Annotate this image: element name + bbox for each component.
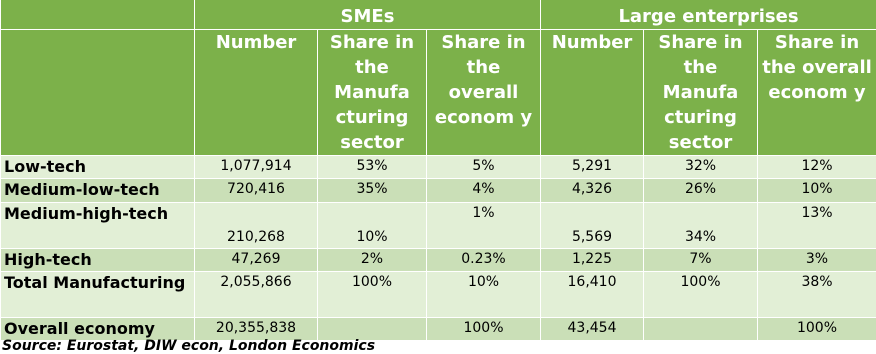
row-label: Total Manufacturing [1,272,195,318]
table-cell: 720,416 [195,179,318,203]
table-cell: 0.23% [427,249,541,272]
table-cell: 53% [318,156,427,179]
table-cell: 100% [318,272,427,318]
col-header-large-share-economy: Share in the overall econom y [758,30,876,156]
table-cell: 2,055,866 [195,272,318,318]
table-cell: 12% [758,156,876,179]
group-header-row [1,0,876,30]
table-cell: 47,269 [195,249,318,272]
group-header-smes: SMEs [195,0,541,30]
table-cell: 38% [758,272,876,318]
table-cell: 35% [318,179,427,203]
table-cell: 2% [318,249,427,272]
table-cell: 100% [427,318,541,341]
table-row-low-tech [1,156,876,179]
source-note: Source: Eurostat, DIW econ, London Economics [2,338,375,354]
col-header-sme-number: Number [195,30,318,156]
row-label: High-tech [1,249,195,272]
table-cell: 20,355,838 [195,318,318,341]
table-row-high-tech [1,249,876,272]
table-cell: 100% [644,272,758,318]
row-label: Low-tech [1,156,195,179]
table-cell: 3% [758,249,876,272]
table-cell: 16,410 [541,272,644,318]
table-cell: 1% [427,203,541,249]
table-cell: 43,454 [541,318,644,341]
table-cell: 5,291 [541,156,644,179]
table-cell: 100% [758,318,876,341]
table-row-medium-low-tech [1,179,876,203]
table-cell: 10% [427,272,541,318]
table-cell: 10% [758,179,876,203]
table-row-medium-high-tech [1,203,876,249]
row-label: Medium-low-tech [1,179,195,203]
table-cell: 4,326 [541,179,644,203]
table-cell: 5% [427,156,541,179]
table-cell: 5,569 [541,203,644,249]
table-cell: 34% [644,203,758,249]
row-label: Overall economy [1,318,195,341]
col-header-large-number: Number [541,30,644,156]
table-cell: 32% [644,156,758,179]
row-label-header [1,30,195,156]
table-cell: 13% [758,203,876,249]
col-header-sme-share-manufacturing: Share in the Manufa cturing sector [318,30,427,156]
table-cell: 1,077,914 [195,156,318,179]
table-cell: 1,225 [541,249,644,272]
table-cell [644,318,758,341]
table-cell: 7% [644,249,758,272]
table-cell: 26% [644,179,758,203]
group-header-large-enterprises: Large enterprises [541,0,876,30]
corner-header [1,0,195,30]
column-header-row [1,30,876,156]
table-cell: 4% [427,179,541,203]
table-cell: 10% [318,203,427,249]
table-cell: 210,268 [195,203,318,249]
col-header-large-share-manufacturing: Share in the Manufa cturing sector [644,30,758,156]
col-header-sme-share-economy: Share in the overall econom y [427,30,541,156]
table-row-total-manufacturing [1,272,876,318]
row-label: Medium-high-tech [1,203,195,249]
